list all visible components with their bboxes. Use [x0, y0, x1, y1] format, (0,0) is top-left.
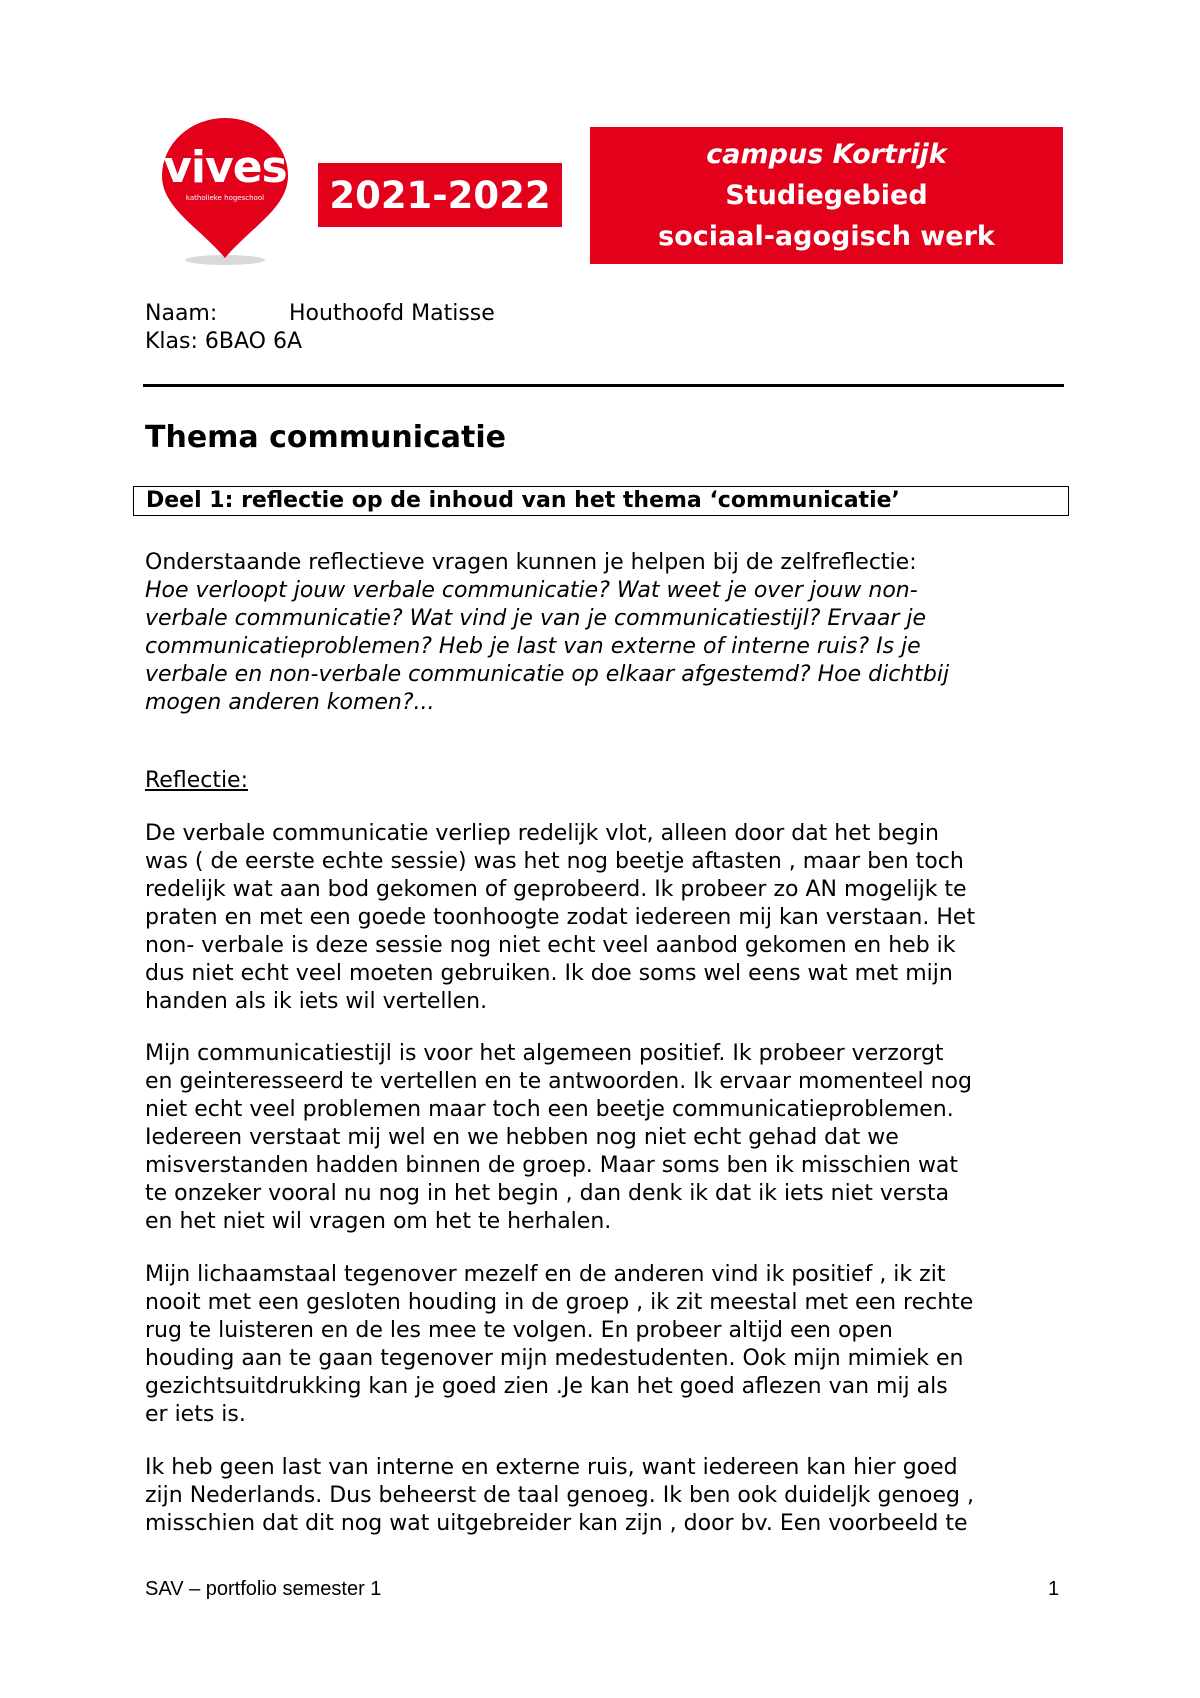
- text-line: handen als ik iets wil vertellen.: [145, 989, 488, 1014]
- text-line: gezichtsuitdrukking kan je goed zien .Je kan het goed aflezen van mij als: [145, 1374, 948, 1399]
- text-line: er iets is.: [145, 1402, 246, 1427]
- section-heading-box: Deel 1: reflectie op de inhoud van het thema ‘communicatie’: [133, 486, 1069, 516]
- name-label: Naam:: [145, 301, 218, 326]
- text-line: De verbale communicatie verliep redelijk vlot, alleen door dat het begin: [145, 821, 939, 846]
- campus-name: campus Kortrijk: [706, 139, 947, 170]
- horizontal-divider: [143, 384, 1064, 387]
- reflection-paragraph-1: [145, 820, 1075, 1016]
- footer-text: SAV – portfolio semester 1: [145, 1578, 382, 1600]
- question-line: communicatieproblemen? Heb je last van externe of interne ruis? Is je: [145, 634, 921, 659]
- question-line: Hoe verloopt jouw verbale communicatie? Wat weet je over jouw non-: [145, 578, 918, 603]
- page-title: Thema communicatie: [145, 420, 507, 455]
- text-line: Mijn communicatiestijl is voor het algemeen positief. Ik probeer verzorgt: [145, 1041, 944, 1066]
- reflection-paragraph-4: [145, 1454, 1075, 1538]
- text-line: nooit met een gesloten houding in de groep , ik zit meestal met een rechte: [145, 1290, 974, 1315]
- study-area-name: sociaal-agogisch werk: [658, 221, 995, 252]
- question-line: mogen anderen komen?...: [145, 690, 435, 715]
- logo-text: vives: [163, 142, 287, 193]
- question-line: verbale communicatie? Wat vind je van je communicatiestijl? Ervaar je: [145, 606, 926, 631]
- name-value: Houthoofd Matisse: [289, 301, 495, 326]
- text-line: non- verbale is deze sessie nog niet echt veel aanbod gekomen en heb ik: [145, 933, 956, 958]
- text-line: houding aan te gaan tegenover mijn medestudenten. Ook mijn mimiek en: [145, 1346, 964, 1371]
- text-line: en het niet wil vragen om het te herhalen.: [145, 1209, 612, 1234]
- text-line: redelijk wat aan bod gekomen of geprobeerd. Ik probeer zo AN mogelijk te: [145, 877, 967, 902]
- text-line: rug te luisteren en de les mee te volgen. En probeer altijd een open: [145, 1318, 893, 1343]
- text-line: Mijn lichaamstaal tegenover mezelf en de anderen vind ik positief , ik zit: [145, 1262, 946, 1287]
- text-line: niet echt veel problemen maar toch een beetje communicatieproblemen.: [145, 1097, 954, 1122]
- text-line: misverstanden hadden binnen de groep. Maar soms ben ik misschien wat: [145, 1153, 959, 1178]
- campus-box: [590, 127, 1063, 264]
- reflection-paragraph-3: [145, 1261, 1075, 1429]
- text-line: te onzeker vooral nu nog in het begin , dan denk ik dat ik iets niet versta: [145, 1181, 950, 1206]
- logo-subtext: katholieke hogeschool: [185, 194, 265, 202]
- text-line: praten en met een goede toonhoogte zodat iedereen mij kan verstaan. Het: [145, 905, 976, 930]
- text-line: zijn Nederlands. Dus beheerst de taal genoeg. Ik ben ook duideljk genoeg ,: [145, 1483, 974, 1508]
- text-line: misschien dat dit nog wat uitgebreider kan zijn , door bv. Een voorbeeld te: [145, 1511, 968, 1536]
- study-area-label: Studiegebied: [725, 180, 928, 211]
- intro-block: [145, 549, 1075, 717]
- page-number: 1: [1048, 1578, 1060, 1600]
- question-line: verbale en non-verbale communicatie op elkaar afgestemd? Hoe dichtbij: [145, 662, 950, 687]
- text-line: en geinteresseerd te vertellen en te antwoorden. Ik ervaar momenteel nog: [145, 1069, 972, 1094]
- class-line: Klas: 6BAO 6A: [145, 329, 302, 354]
- text-line: dus niet echt veel moeten gebruiken. Ik doe soms wel eens wat met mijn: [145, 961, 953, 986]
- text-line: was ( de eerste echte sessie) was het nog beetje aftasten , maar ben toch: [145, 849, 964, 874]
- reflectie-label: Reflectie:: [145, 768, 249, 793]
- reflection-paragraph-2: [145, 1040, 1075, 1236]
- text-line: Ik heb geen last van interne en externe ruis, want iedereen kan hier goed: [145, 1455, 958, 1480]
- student-info: [145, 300, 495, 356]
- intro-text: Onderstaande reflectieve vragen kunnen je helpen bij de zelfreflectie:: [145, 550, 917, 575]
- text-line: Iedereen verstaat mij wel en we hebben nog niet echt gehad dat we: [145, 1125, 899, 1150]
- academic-year-box: 2021-2022: [318, 163, 562, 227]
- vives-logo: [160, 118, 290, 268]
